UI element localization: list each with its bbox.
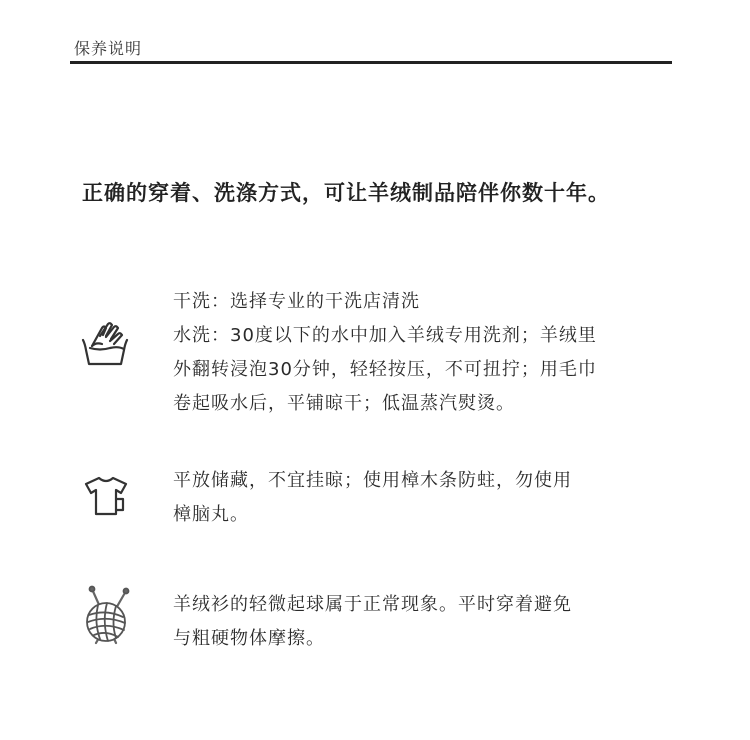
wash-line-3: 外翻转浸泡30分钟，轻轻按压，不可扭拧；用毛巾 [173, 359, 597, 380]
yarn-ball-icon [80, 585, 134, 649]
header-divider [70, 61, 672, 64]
care-text-wash [173, 285, 653, 421]
wash-line-1: 干洗：选择专业的干洗店清洗 [173, 291, 420, 312]
storage-line-2: 樟脑丸。 [173, 504, 249, 525]
hand-wash-icon [80, 320, 130, 368]
storage-line-1: 平放储藏，不宜挂晾；使用樟木条防蛀，勿使用 [173, 470, 572, 491]
wash-line-4: 卷起吸水后，平铺晾干；低温蒸汽熨烫。 [173, 393, 515, 414]
pilling-line-1: 羊绒衫的轻微起球属于正常现象。平时穿着避免 [173, 594, 572, 615]
care-text-storage [173, 464, 653, 532]
wash-line-2: 水洗：30度以下的水中加入羊绒专用洗剂；羊绒里 [173, 325, 597, 346]
header-title: 保养说明 [74, 39, 143, 58]
t-shirt-flat-dry-icon [83, 475, 129, 517]
pilling-line-2: 与粗硬物体摩擦。 [173, 628, 325, 649]
intro-text: 正确的穿着、洗涤方式，可让羊绒制品陪伴你数十年。 [82, 181, 610, 205]
care-text-pilling [173, 588, 653, 656]
